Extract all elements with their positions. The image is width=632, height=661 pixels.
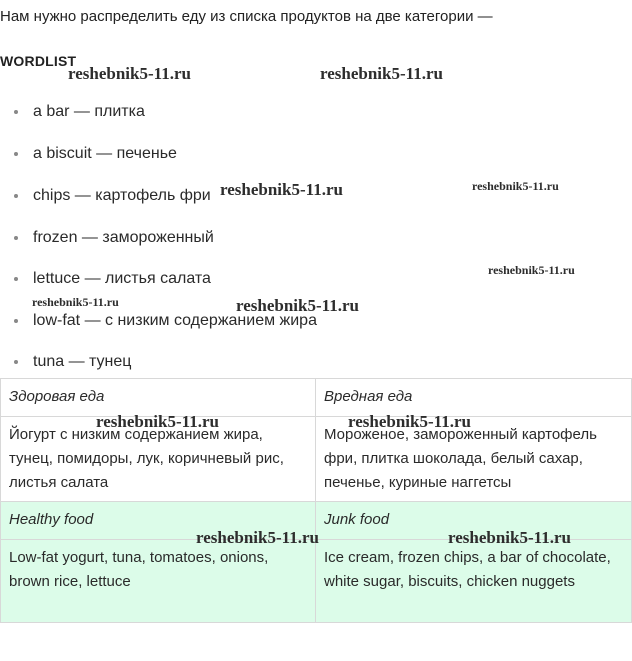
wordlist-heading: WORDLIST [0, 53, 77, 69]
watermark: reshebnik5-11.ru [220, 180, 343, 199]
wordlist-item-text: low-fat — с низким содержанием жира [33, 312, 317, 329]
bullet-icon [14, 152, 18, 156]
food-table [0, 378, 632, 623]
wordlist-item-text: frozen — замороженный [33, 229, 214, 246]
watermark: reshebnik5-11.ru [348, 412, 471, 431]
bullet-icon [14, 360, 18, 364]
watermark: reshebnik5-11.ru [448, 528, 571, 547]
table-row [1, 417, 632, 502]
table-row [1, 379, 632, 417]
wordlist-item-text: a bar — плитка [33, 103, 145, 120]
watermark: reshebnik5-11.ru [236, 296, 359, 315]
wordlist-item-text: chips — картофель фри [33, 187, 211, 204]
watermark: reshebnik5-11.ru [32, 295, 119, 309]
table-row [1, 540, 632, 623]
bullet-icon [14, 277, 18, 281]
watermark: reshebnik5-11.ru [68, 64, 191, 83]
watermark: reshebnik5-11.ru [472, 179, 559, 193]
bullet-icon [14, 319, 18, 323]
intro-text: Нам нужно распределить еду из списка продуктов на две категории — [0, 8, 493, 25]
cell-healthy-en: Low-fat yogurt, tuna, tomatoes, onions, brown rice, lettuce [1, 540, 316, 623]
header-healthy-en: Healthy food [1, 502, 316, 540]
watermark: reshebnik5-11.ru [196, 528, 319, 547]
watermark: reshebnik5-11.ru [488, 263, 575, 277]
wordlist-item-text: tuna — тунец [33, 353, 132, 370]
watermark: reshebnik5-11.ru [320, 64, 443, 83]
wordlist-item-text: lettuce — листья салата [33, 270, 211, 287]
watermark: reshebnik5-11.ru [96, 412, 219, 431]
cell-junk-ru: Мороженое, замороженный картофель фри, плитка шоколада, белый сахар, печенье, куриные наггетсы [316, 417, 632, 502]
cell-junk-en: Ice cream, frozen chips, a bar of chocolate, white sugar, biscuits, chicken nuggets [316, 540, 632, 623]
bullet-icon [14, 194, 18, 198]
bullet-icon [14, 236, 18, 240]
table-row [1, 502, 632, 540]
header-healthy-ru: Здоровая еда [1, 379, 316, 417]
header-junk-ru: Вредная еда [316, 379, 632, 417]
bullet-icon [14, 110, 18, 114]
cell-healthy-ru: Йогурт с низким содержанием жира, тунец, помидоры, лук, коричневый рис, листья салата [1, 417, 316, 502]
wordlist-item-text: a biscuit — печенье [33, 145, 177, 162]
header-junk-en: Junk food [316, 502, 632, 540]
